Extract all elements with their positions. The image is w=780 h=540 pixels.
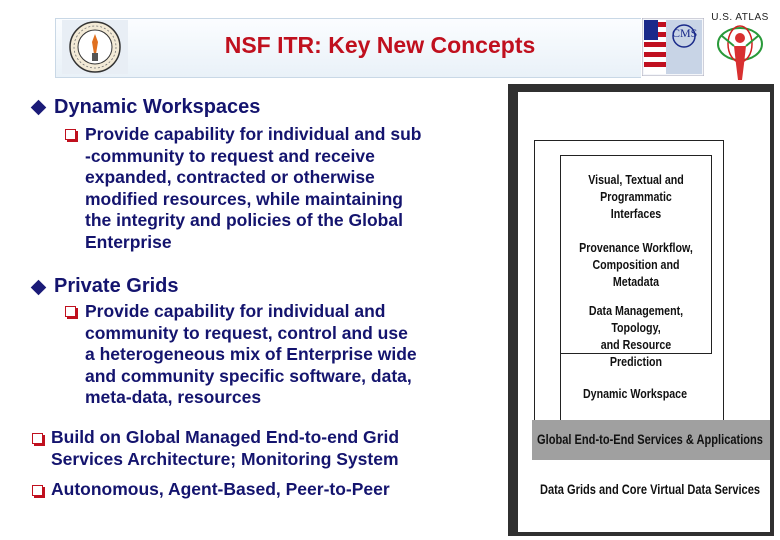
layer-box-provenance: Provenance Workflow, Composition and Metadata (560, 225, 712, 294)
bullet-text: Autonomous, Agent-Based, Peer-to-Peer (51, 479, 390, 499)
bullet-diamond-icon (31, 100, 47, 116)
bullet-box-icon (32, 433, 43, 444)
stack-divider (560, 155, 561, 420)
services-band-label: Global End-to-End Services & Applications (537, 432, 763, 447)
bullet-diamond-icon (31, 280, 47, 296)
atlas-figure-icon (706, 24, 774, 82)
section-heading: Dynamic Workspaces (54, 96, 261, 118)
bullet-box-icon (65, 306, 76, 317)
bullet-box-icon (65, 129, 76, 140)
section-heading: Private Grids (54, 275, 179, 297)
bullet-box-icon (32, 485, 43, 496)
base-layer-label: Data Grids and Core Virtual Data Services (539, 482, 761, 497)
atlas-label: U.S. ATLAS (711, 12, 769, 23)
layer-box-interfaces: Visual, Textual and Programmatic Interfaces (560, 155, 712, 227)
workspace-label: Dynamic Workspace (582, 386, 688, 401)
bullet-text: Build on Global Managed End-to-end Grid Services Architecture; Monitoring System (51, 427, 400, 469)
cms-label: CMS (672, 26, 698, 40)
bullet-text: Provide capability for individual and community to request, control and use a heterogeneous mix of Enterprise wide and community specific software, data, meta-data, resources (85, 301, 417, 407)
bullet-text: Provide capability for individual and sub -community to request and receive expanded, contracted or otherwise modified resources, while maintaining the integrity and policies of the Global Enterprise (85, 124, 422, 252)
layer-box-data-management: Data Management, Topology, and Resource Prediction (560, 293, 712, 354)
page-title: NSF ITR: Key New Concepts (224, 32, 536, 58)
caltech-seal-icon (62, 20, 128, 74)
